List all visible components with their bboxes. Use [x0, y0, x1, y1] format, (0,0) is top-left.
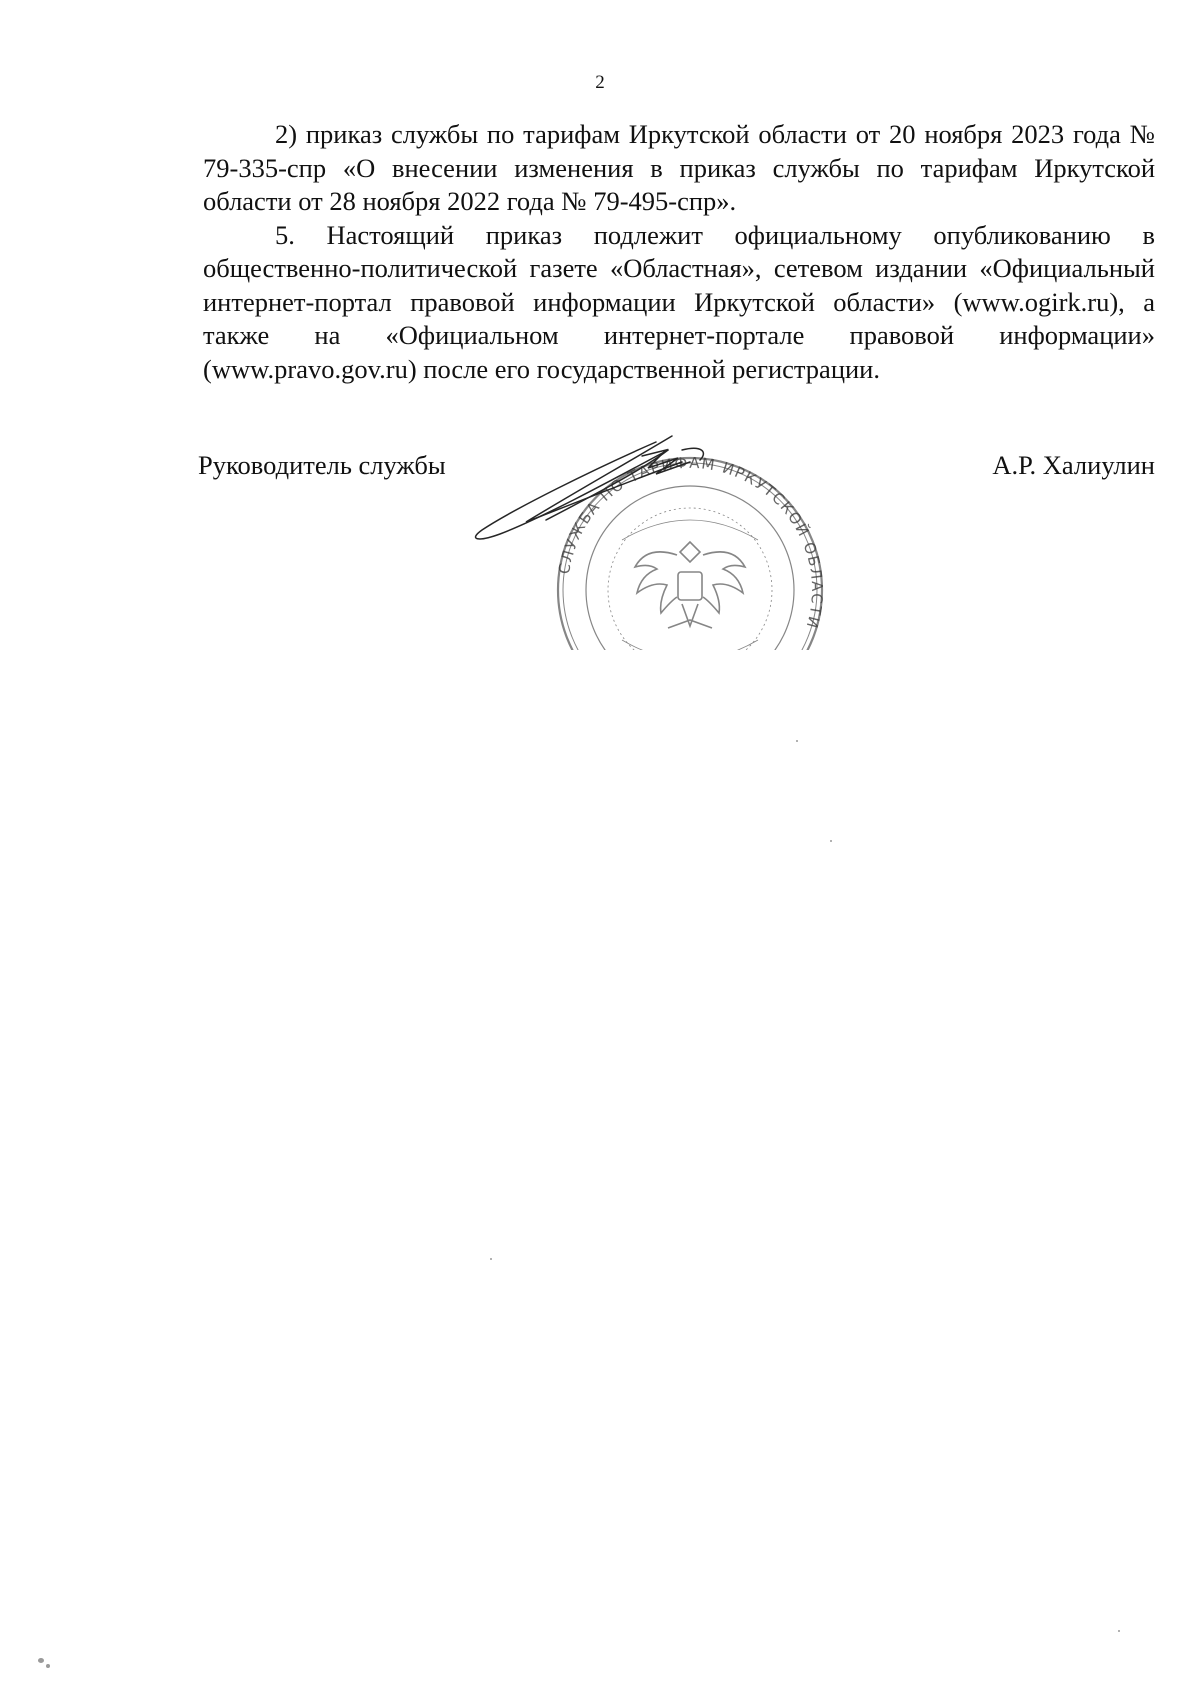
seal-outer-text: СЛУЖБА ПО ТАРИФАМ ИРКУТСКОЙ ОБЛАСТИ — [555, 453, 827, 632]
page-number: 2 — [595, 72, 605, 93]
seal-graphic — [472, 390, 872, 650]
scan-artifact — [830, 840, 832, 842]
official-seal-and-signature — [472, 390, 872, 650]
scan-artifact — [796, 740, 798, 742]
document-body — [203, 118, 1155, 386]
signer-position: Руководитель службы — [198, 450, 446, 480]
signer-name: А.Р. Халиулин — [992, 450, 1155, 480]
scan-artifact — [1118, 1630, 1120, 1632]
scan-artifact — [46, 1664, 50, 1668]
coat-of-arms-icon — [635, 542, 745, 628]
seal-inner-lines — [622, 520, 758, 650]
paragraph-item-5: 5. Настоящий приказ подлежит официальному опубликованию в общественно-политической газете «Областная», сетевом издании «Официальный интернет-портал правовой информации Иркутской области» (www.ogirk.ru), а также на «Официальном интернет-портале правовой информации» (www.pravo.gov.ru) после его государственной регистрации. — [203, 219, 1155, 384]
scan-artifact — [38, 1658, 44, 1663]
scan-artifact — [490, 1258, 492, 1260]
paragraph-item-2: 2) приказ службы по тарифам Иркутской области от 20 ноября 2023 года № 79-335-спр «О внесении изменения в приказ службы по тарифам Иркутской области от 28 ноября 2022 года № 79-495-спр». — [203, 119, 1155, 216]
